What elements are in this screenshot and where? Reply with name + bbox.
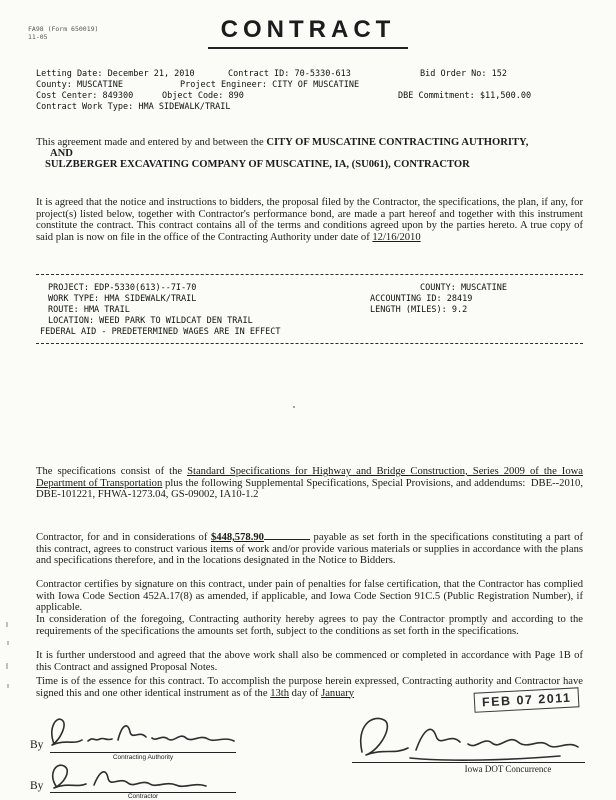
page-title (0, 16, 616, 49)
work-type-value: HMA SIDEWALK/TRAIL (138, 102, 231, 112)
project-row-length: LENGTH (MILES): 9.2 (370, 305, 468, 315)
object-code-value: 890 (228, 91, 244, 101)
specifications-paragraph (36, 466, 583, 501)
dashed-separator-top (36, 274, 583, 275)
specifications-standard-title: Standard Specifications for Highway and Bridge Construction, Series 2009 of the Iowa Department of Transportation (36, 466, 583, 489)
execution-mid: day of (289, 687, 322, 699)
project-row-accounting-id: ACCOUNTING ID: 28419 (370, 294, 473, 304)
agreement-authority: CITY OF MUSCATINE CONTRACTING AUTHORITY, (266, 137, 529, 148)
payment-paragraph: In consideration of the foregoing, Contracting authority hereby agrees to pay the Contractor promptly and according to the requirements of the specifications the amounts set forth, subject to the conditions as set forth in the specifications. (36, 614, 583, 637)
signature-iowa-dot (350, 710, 585, 762)
date-stamp: FEB 07 2011 (474, 687, 580, 712)
signature-ink (52, 719, 234, 745)
certification-paragraph: Contractor certifies by signature on this contract, under pain of penalties for false certification, that the Contractor has complied with Iowa Code Section 452A.17(8) as amended, if applicable, and Iowa Code Section 91C.5 (Public Registration Number), if applicable. (36, 579, 583, 613)
project-row-county: COUNTY: MUSCATINE (420, 283, 507, 293)
form-code-line2: 11-05 (28, 32, 48, 41)
completion-paragraph: It is further understood and agreed that the above work shall also be commenced or completed in accordance with Page 1B of this Contract and assigned Proposal Notes. (36, 650, 583, 673)
specifications-suffix: plus the following Supplemental Specifications, Special Provisions, and addendums: (162, 477, 526, 489)
bid-order-value: 152 (491, 69, 508, 79)
scan-artifact (6, 622, 8, 627)
consideration-suffix: payable as set forth in the specifications constituting a part of this contract, agrees to construct various items of work and/or provide various materials or supplies in accordance with the plans and specifications therefore, and in the locations designated in the Notice to Bidders. (36, 532, 583, 566)
specifications-prefix: The specifications consist of the (36, 466, 188, 477)
agreement-line1 (36, 137, 583, 148)
field-county (36, 80, 123, 90)
field-cost-center (36, 91, 133, 101)
execution-prefix: Time is of the essence for this contract. To accomplish the purpose herein expressed, Contracting authority and Contractor have signed this and one other identical instrument as of the (36, 676, 583, 699)
dbe-label: DBE Commitment: (398, 91, 475, 101)
signature-ink (53, 765, 206, 788)
plan-date: 12/16/2010 (372, 231, 421, 243)
specifications-addendums: DBE--2010, DBE-101221, FHWA-1273.04, GS-09002, IA10-1.2 (36, 477, 583, 500)
project-engineer-value: CITY OF MUSCATINE (272, 80, 360, 90)
letting-date-value: December 21, 2010 (107, 69, 195, 79)
cost-center-label: Cost Center: (36, 91, 98, 101)
field-object-code (162, 91, 244, 101)
project-row-location: LOCATION: WEED PARK TO WILDCAT DEN TRAIL (48, 316, 253, 326)
project-row-project: PROJECT: EDP-5330(613)--7I-70 (48, 283, 197, 293)
scan-artifact-dot (293, 406, 295, 408)
dbe-value: $11,500.00 (479, 91, 532, 101)
contract-amount: $448,578.90 (210, 532, 264, 543)
county-label: County: (36, 80, 72, 90)
by-label-contractor: By (30, 780, 44, 792)
scan-artifact (6, 663, 8, 669)
agreement-intro: This agreement made and entered by and between the (36, 137, 267, 148)
field-dbe-commitment (398, 91, 531, 101)
iowa-dot-concurrence-label: Iowa DOT Concurrence (464, 764, 552, 774)
agreement-conjunction: AND (50, 148, 73, 159)
signature-contracting-authority (44, 712, 242, 754)
signature-line-contracting-authority (50, 752, 236, 753)
form-code-line1: FA98 (Form 650019) (28, 25, 99, 33)
field-bid-order (420, 69, 507, 79)
project-row-federal-aid: FEDERAL AID - PREDETERMINED WAGES ARE IN EFFECT (40, 327, 281, 337)
project-row-work-type: WORK TYPE: HMA SIDEWALK/TRAIL (48, 294, 197, 304)
blank-underline (264, 531, 310, 540)
field-contract-id (228, 69, 351, 79)
letting-date-label: Letting Date: (36, 69, 103, 79)
notice-text: It is agreed that the notice and instructions to bidders, the proposal filed by the Contractor, the specifications, the plan, if any, for project(s) listed below, together with Contractor's performance bond, are made a part hereof and together with this instrument constitute the contract. This contract contains all of the terms and conditions agreed upon by the parties hereto. A true copy of said plan is now on file in the office of the Contracting Authority under date of (36, 197, 583, 243)
contract-id-value: 70-5330-613 (294, 69, 351, 79)
contract-id-label: Contract ID: (228, 69, 290, 79)
field-letting-date (36, 69, 195, 79)
consideration-prefix: Contractor, for and in considerations of (36, 532, 211, 543)
county-value: MUSCATINE (76, 80, 124, 90)
contracting-authority-label: Contracting Authority (112, 754, 174, 761)
execution-month: January (321, 687, 355, 699)
dashed-separator-bottom (36, 343, 583, 344)
object-code-label: Object Code: (162, 91, 224, 101)
notice-paragraph (36, 197, 583, 243)
execution-day: 13th (270, 687, 290, 699)
scan-artifact (7, 684, 9, 688)
field-contract-work-type (36, 102, 230, 112)
signature-ink (361, 718, 578, 760)
cost-center-value: 849300 (102, 91, 134, 101)
contractor-label: Contractor (127, 793, 159, 800)
project-row-route: ROUTE: HMA TRAIL (48, 305, 130, 315)
project-engineer-label: Project Engineer: (180, 80, 267, 90)
consideration-paragraph (36, 531, 583, 567)
by-label-contracting-authority: By (30, 739, 44, 751)
agreement-contractor: SULZBERGER EXCAVATING COMPANY OF MUSCATINE, IA, (SU061), CONTRACTOR (45, 159, 470, 170)
page-title-text: CONTRACT (208, 16, 409, 49)
scan-artifact (7, 641, 9, 645)
work-type-label: Contract Work Type: (36, 102, 134, 112)
field-project-engineer (180, 80, 359, 90)
signature-line-iowa-dot (352, 762, 585, 763)
bid-order-label: Bid Order No: (420, 69, 487, 79)
